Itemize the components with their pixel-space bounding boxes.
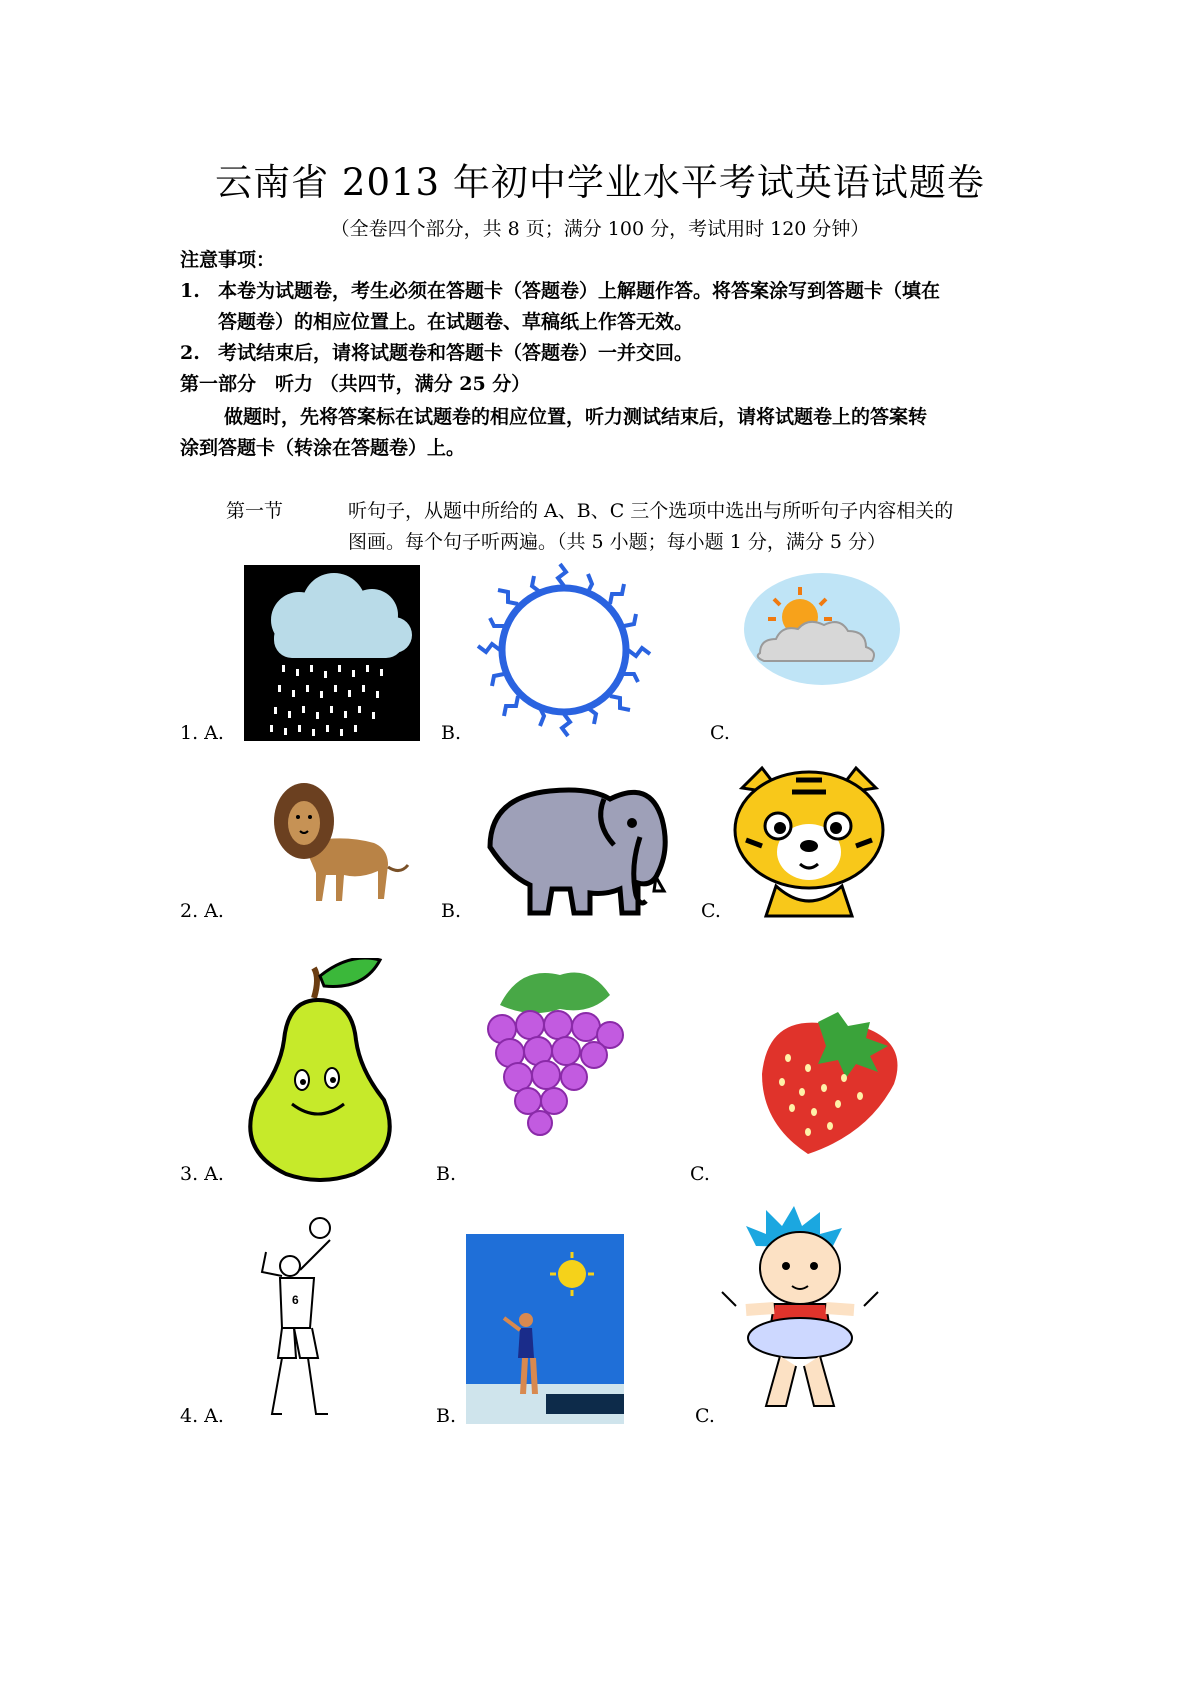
tiger-cub-image <box>726 760 892 918</box>
swimming-kid-image <box>716 1206 886 1422</box>
volleyball-player-image <box>244 1204 384 1426</box>
pear-image <box>240 958 400 1182</box>
diver-image <box>466 1234 624 1424</box>
notice-item-2-line1: 考试结束后，请将试题卷和答题卡（答题卷）一并交回。 <box>218 342 694 364</box>
notice-item-1-line1: 本卷为试题卷，考生必须在答题卡（答题卷）上解题作答。将答案涂写到答题卡（填在 <box>218 280 941 302</box>
q2-option-b-label: B. <box>441 900 462 922</box>
sun-behind-cloud-image <box>740 565 904 741</box>
section1-desc-line1: 听句子，从题中所给的 A、B、C 三个选项中选出与所听句子内容相关的 <box>348 500 954 522</box>
section1-desc-line2: 图画。每个句子听两遍。（共 5 小题；每小题 1 分，满分 5 分） <box>348 531 887 553</box>
rain-cloud-image <box>244 565 420 741</box>
notice-item-1-line2: 答题卷）的相应位置上。在试题卷、草稿纸上作答无效。 <box>218 311 694 333</box>
part1-instruction-line2: 涂到答题卡（转涂在答题卷）上。 <box>180 437 466 459</box>
sun-image <box>466 556 662 744</box>
grapes-image <box>480 965 630 1149</box>
lion-image <box>270 775 410 911</box>
q1-option-a-label: 1. A. <box>180 722 224 744</box>
q2-option-a-label: 2. A. <box>180 900 224 922</box>
notice-item-2-num: 2. <box>180 342 200 364</box>
q1-option-b-label: B. <box>441 722 462 744</box>
part1-heading: 第一部分 听力 （共四节，满分 25 分） <box>180 373 531 395</box>
q4-option-b-label: B. <box>436 1405 457 1427</box>
svg-text:6: 6 <box>292 1293 299 1307</box>
q4-option-a-label: 4. A. <box>180 1405 224 1427</box>
notice-heading: 注意事项： <box>180 249 276 271</box>
section1-label: 第一节 <box>226 500 284 522</box>
strawberry-image <box>748 1008 908 1156</box>
part1-instruction-line1: 做题时，先将答案标在试题卷的相应位置，听力测试结束后，请将试题卷上的答案转 <box>224 406 928 428</box>
q3-option-b-label: B. <box>436 1163 457 1185</box>
notice-item-1-num: 1. <box>180 280 200 302</box>
q2-option-c-label: C. <box>701 900 721 922</box>
q4-option-c-label: C. <box>695 1405 715 1427</box>
q1-option-c-label: C. <box>710 722 730 744</box>
q3-option-c-label: C. <box>690 1163 710 1185</box>
q3-option-a-label: 3. A. <box>180 1163 224 1185</box>
elephant-image <box>480 777 672 919</box>
page-subtitle: （全卷四个部分，共 8 页；满分 100 分，考试用时 120 分钟） <box>330 218 870 240</box>
page-title: 云南省 2013 年初中学业水平考试英语试题卷 <box>215 161 985 204</box>
